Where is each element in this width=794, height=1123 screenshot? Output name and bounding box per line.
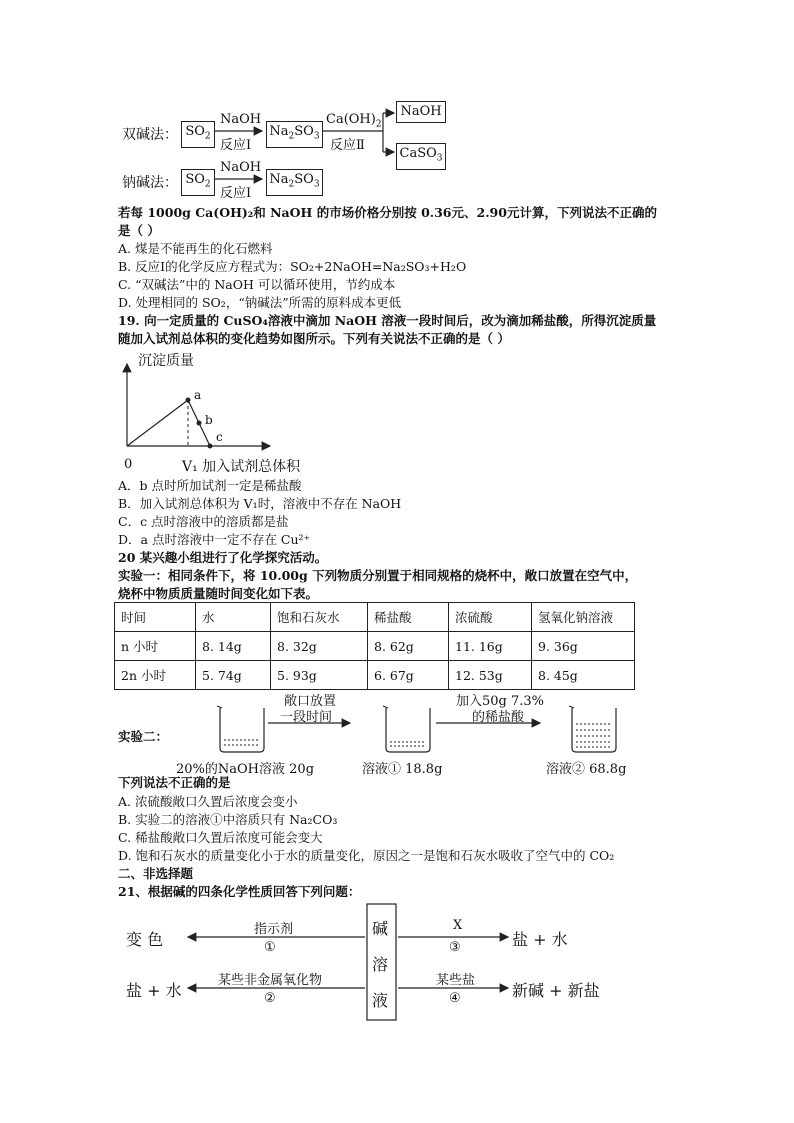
left-num-2: ② <box>264 991 276 1006</box>
graph-origin: 0 <box>124 457 133 472</box>
caoh2-reagent: $Ca(OH)_2$ <box>326 112 382 130</box>
graph-x-label: V₁ 加入试剂总体积 <box>182 459 301 475</box>
table-cell: 2n 小时 <box>115 661 196 690</box>
left-num-1: ① <box>264 940 276 955</box>
na2so3-box-1: $Na_2SO_3$ <box>266 121 323 148</box>
mass-change-table <box>114 602 635 690</box>
q19-option-d: D．a 点时溶液中一定不存在 Cu²⁺ <box>118 532 311 547</box>
naoh-reagent-2: NaOH <box>220 160 262 175</box>
exp2-arrow2-top: 加入50g 7.3% <box>456 694 545 709</box>
q18-stem-2: 是（ ） <box>118 223 160 238</box>
table-header-row <box>115 603 635 632</box>
right-product-1: 盐 + 水 <box>512 930 568 949</box>
exp2-arrow1-bottom: 一段时间 <box>280 710 333 725</box>
table-header-cell: 时间 <box>115 603 196 632</box>
q20-option-c: C. 稀盐酸敞口久置后浓度可能会变大 <box>118 830 323 845</box>
q20-option-a: A. 浓硫酸敞口久置后浓度会变小 <box>118 794 298 809</box>
center-char-2: 溶 <box>372 955 389 974</box>
table-row <box>115 661 635 690</box>
q18-stem-1: 若每 1000g Ca(OH)₂和 NaOH 的市场价格分别按 0.36元、2.90元计算，下列说法不正确的 <box>118 205 657 220</box>
left-product-1: 变 色 <box>126 930 164 949</box>
beaker-1 <box>217 706 264 752</box>
precipitate-graph <box>127 364 270 449</box>
q18-option-d: D. 处理相同的 SO₂，“钠碱法”所需的原料成本更低 <box>118 295 402 310</box>
q20-exp1-line-2: 烧杯中物质质量随时间变化如下表。 <box>118 586 319 601</box>
naoh-output-box: NaOH <box>396 101 446 123</box>
q18-option-c: C. “双碱法”中的 NaOH 可以循环使用，节约成本 <box>118 277 396 292</box>
table-cell: 8. 45g <box>532 661 635 690</box>
exp2-label: 实验二： <box>118 729 169 744</box>
table-header-cell: 水 <box>196 603 271 632</box>
beaker-3 <box>569 706 616 752</box>
q21-stem: 21、根据碱的四条化学性质回答下列问题： <box>118 884 361 899</box>
table-cell: 8. 62g <box>368 632 449 661</box>
table-cell: 8. 14g <box>196 632 271 661</box>
right-reagent-1: X <box>453 918 463 933</box>
q19-option-a: A．b 点时所加试剂一定是稀盐酸 <box>118 478 302 493</box>
graph-y-label: 沉淀质量 <box>138 353 194 369</box>
point-c-label: c <box>216 430 223 444</box>
table-header-cell: 稀盐酸 <box>368 603 449 632</box>
q20-exp1-line-1: 实验一：相同条件下，将 10.00g 下列物质分别置于相同规格的烧杯中，敞口放置在空气中， <box>118 568 638 583</box>
table-row <box>115 632 635 661</box>
center-char-3: 液 <box>372 991 389 1010</box>
left-reagent-2: 某些非金属氧化物 <box>218 973 323 988</box>
right-num-2: ④ <box>449 991 461 1006</box>
q19-option-c: C．c 点时溶液中的溶质都是盐 <box>118 514 289 529</box>
point-a-label: a <box>194 388 202 402</box>
right-num-1: ③ <box>449 940 461 955</box>
table-cell: 12. 53g <box>449 661 532 690</box>
beaker-1-label: 20%的NaOH溶液 20g <box>176 762 315 777</box>
table-cell: 6. 67g <box>368 661 449 690</box>
table-cell: 8. 32g <box>271 632 368 661</box>
q20-option-d: D. 饱和石灰水的质量变化小于水的质量变化，原因之一是饱和石灰水吸收了空气中的 CO₂ <box>118 848 615 863</box>
reaction1-label-1: 反应Ⅰ <box>220 138 252 153</box>
table-cell: 5. 93g <box>271 661 368 690</box>
naoh-reagent-1: NaOH <box>220 112 262 127</box>
q20-stem: 20 某兴趣小组进行了化学探究活动。 <box>118 550 328 565</box>
q19-option-b: B．加入试剂总体积为 V₁时，溶液中不存在 NaOH <box>118 496 402 511</box>
point-b-label: b <box>205 413 213 427</box>
beaker-3-label: 溶液② 68.8g <box>546 762 627 777</box>
shuang-jian-label: 双碱法： <box>122 127 178 143</box>
q19-stem-1: 19. 向一定质量的 CuSO₄溶液中滴加 NaOH 溶液一段时间后，改为滴加稀盐酸，所得沉淀质量 <box>118 313 657 328</box>
q19-stem-2: 随加入试剂总体积的变化趋势如图所示。下列有关说法不正确的是（ ） <box>118 331 510 346</box>
caso3-box: CaSO$_3$ <box>396 143 446 170</box>
beaker-2 <box>383 706 430 752</box>
table-header-cell: 饱和石灰水 <box>271 603 368 632</box>
q18-option-b: B. 反应Ⅰ的化学反应方程式为：SO₂+2NaOH=Na₂SO₃+H₂O <box>118 259 467 274</box>
q20-ask: 下列说法不正确的是 <box>118 775 231 790</box>
right-product-2: 新碱 + 新盐 <box>512 981 600 1000</box>
table-header-cell: 氢氧化钠溶液 <box>532 603 635 632</box>
beaker-2-label: 溶液① 18.8g <box>362 762 443 777</box>
reaction1-label-2: 反应Ⅰ <box>220 186 252 201</box>
so2-box-1: $SO_2$ <box>181 121 215 148</box>
left-reagent-1: 指示剂 <box>254 922 294 937</box>
q18-option-a: A. 煤是不能再生的化石燃料 <box>118 241 273 256</box>
table-cell: 11. 16g <box>449 632 532 661</box>
na2so3-box-2: $Na_2SO_3$ <box>266 169 323 196</box>
section-2-heading: 二、非选择题 <box>118 866 194 881</box>
right-reagent-2: 某些盐 <box>436 973 476 988</box>
table-cell: 9. 36g <box>532 632 635 661</box>
exp2-arrow1-top: 敞口放置 <box>284 694 337 709</box>
exp2-arrow2-bottom: 的稀盐酸 <box>472 710 525 725</box>
center-char-1: 碱 <box>372 919 389 938</box>
na-jian-label: 钠碱法： <box>122 175 178 191</box>
so2-box-2: $SO_2$ <box>181 169 215 196</box>
q20-option-b: B. 实验二的溶液①中溶质只有 Na₂CO₃ <box>118 812 338 827</box>
table-header-cell: 浓硫酸 <box>449 603 532 632</box>
reaction2-label: 反应Ⅱ <box>330 138 365 153</box>
left-product-2: 盐 + 水 <box>126 981 182 1000</box>
table-cell: 5. 74g <box>196 661 271 690</box>
table-cell: n 小时 <box>115 632 196 661</box>
